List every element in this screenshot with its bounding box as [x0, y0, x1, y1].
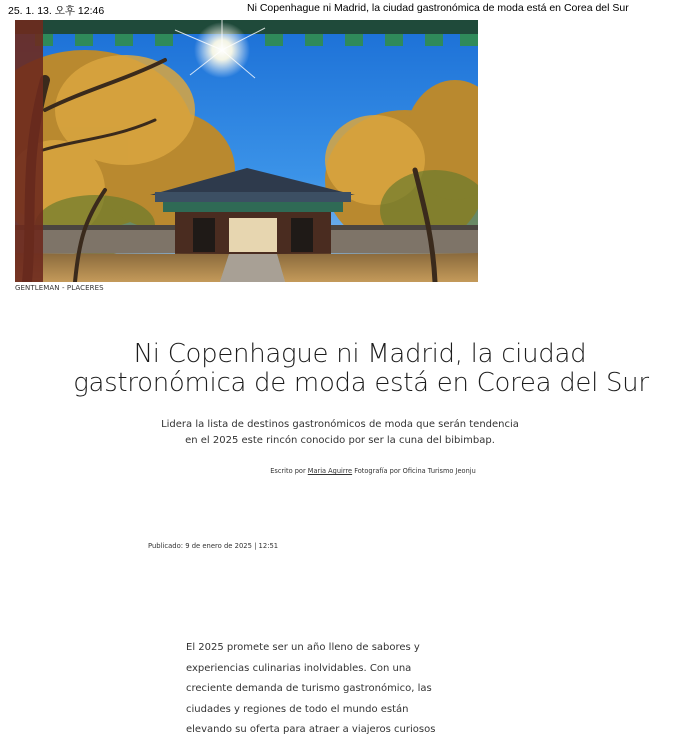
byline-photo-credit: Fotografía por Oficina Turismo Jeonju: [354, 467, 476, 475]
headline-line: Ni Copenhague ni Madrid, la ciudad: [133, 339, 587, 369]
subtitle-line: Lidera la lista de destinos gastronómicos de moda que serán tendencia: [161, 419, 519, 430]
body-line: elevando su oferta para atraer a viajeros curiosos: [186, 724, 436, 735]
body-line: El 2025 promete ser un año lleno de sabores y: [186, 642, 420, 653]
article-byline: [150, 467, 596, 475]
hero-image: [15, 20, 478, 282]
article-body: [186, 638, 456, 741]
print-document-title: Ni Copenhague ni Madrid, la ciudad gastronómica de moda está en Corea del Sur: [247, 2, 629, 14]
hero-caption: GENTLEMAN - PLACERES: [15, 284, 104, 292]
published-date: Publicado: 9 de enero de 2025 | 12:51: [148, 542, 279, 550]
body-line: ciudades y regiones de todo el mundo están: [186, 703, 409, 715]
article-subtitle: [150, 417, 530, 449]
body-line: experiencias culinarias inolvidables. Con una: [186, 662, 412, 674]
author-link[interactable]: Maria Aguirre: [307, 467, 353, 475]
article-headline: [40, 340, 680, 398]
byline-written-by: Escrito por: [270, 467, 306, 475]
headline-line: gastronómica de moda está en Corea del Sur: [73, 368, 649, 398]
body-line: creciente demanda de turismo gastronómico, las: [186, 683, 432, 694]
print-header: [0, 2, 680, 18]
print-date: 25. 1. 13. 오후 12:46: [8, 5, 105, 17]
subtitle-line: en el 2025 este rincón conocido por ser la cuna del bibimbap.: [185, 435, 495, 446]
